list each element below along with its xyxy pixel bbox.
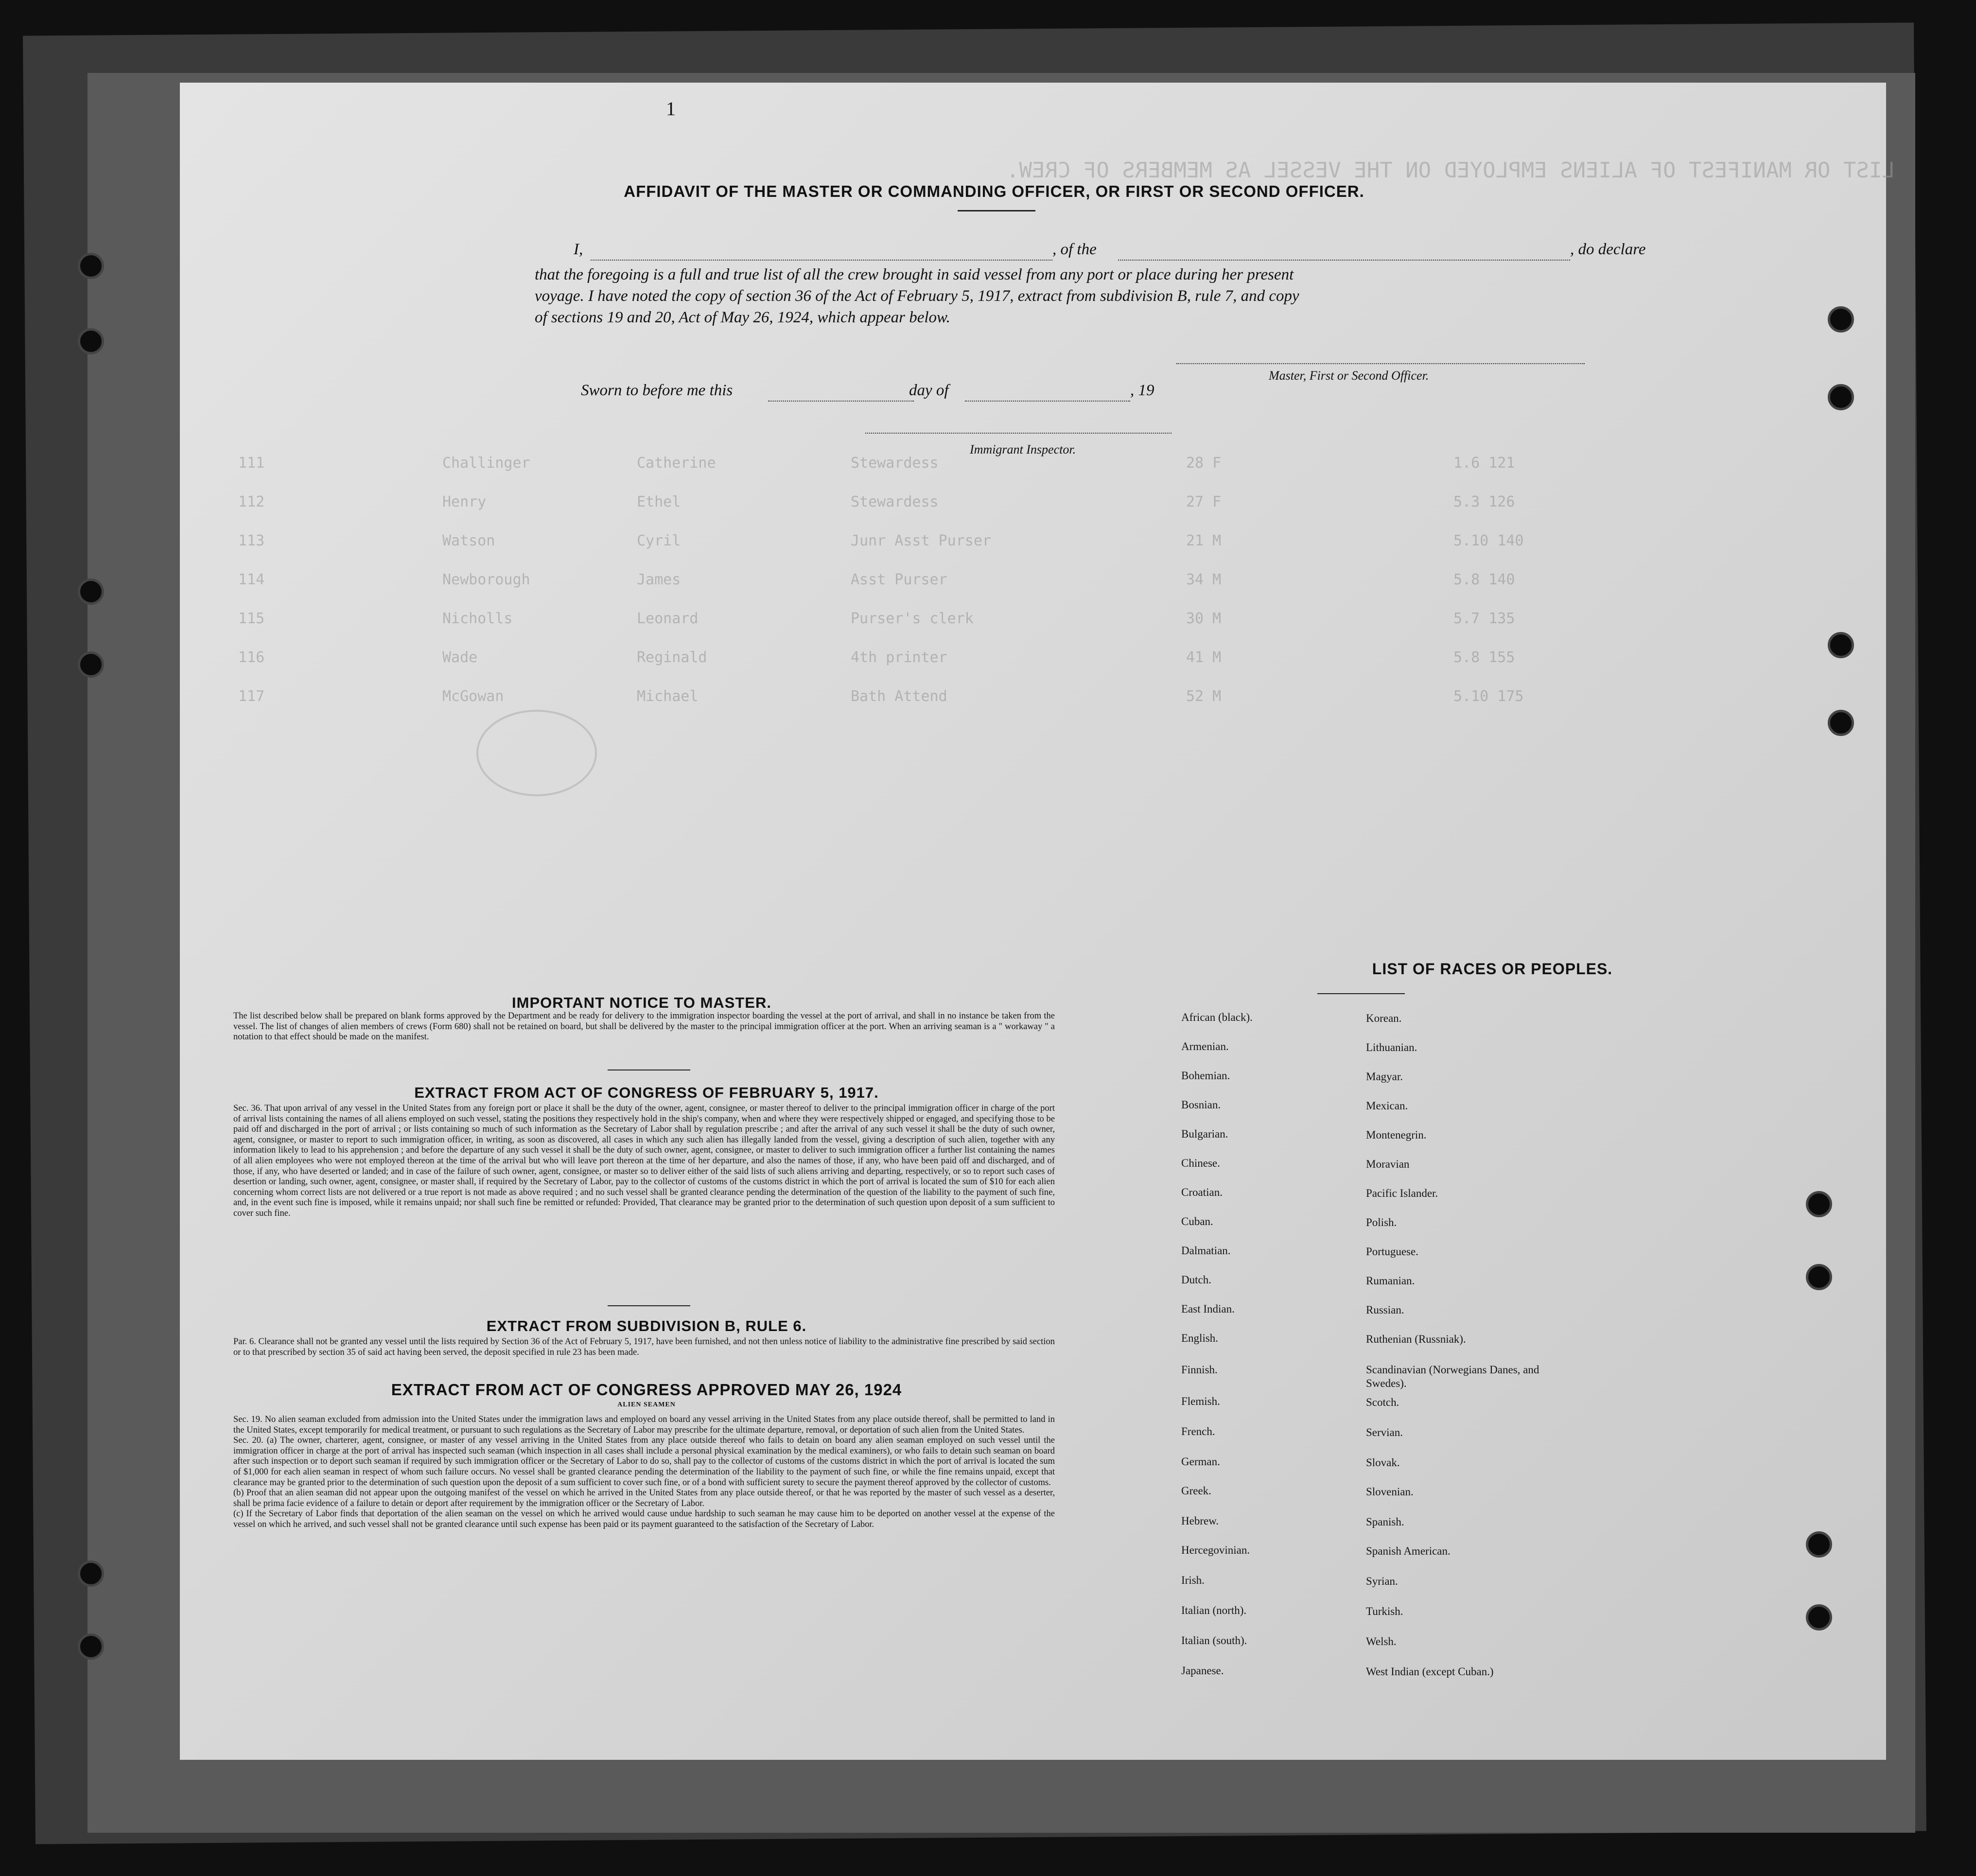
affidavit-line-3: voyage. I have noted the copy of section 36 of the Act of February 5, 1917, extract from subdivision B, rule 7, and copy	[535, 287, 1299, 305]
race-item: Mexican.	[1366, 1100, 1408, 1112]
binder-hole	[78, 1560, 104, 1587]
affidavit-title: AFFIDAVIT OF THE MASTER OR COMMANDING OFFICER, OR FIRST OR SECOND OFFICER.	[624, 182, 1364, 200]
race-item: Rumanian.	[1366, 1275, 1415, 1287]
divider	[958, 210, 1035, 211]
race-item: Irish.	[1181, 1574, 1205, 1586]
master-signature-label: Master, First or Second Officer.	[1269, 368, 1429, 383]
race-item: Scandinavian (Norwegians Danes, and Swedes).	[1366, 1364, 1539, 1389]
page-number: 1	[666, 98, 676, 120]
race-item: Cuban.	[1181, 1215, 1213, 1227]
race-item: Hercegovinian.	[1181, 1544, 1250, 1556]
race-item: Armenian.	[1181, 1040, 1229, 1052]
race-item: Magyar.	[1366, 1070, 1403, 1083]
race-item: Japanese.	[1181, 1665, 1224, 1677]
notice-text: The list described below shall be prepared on blank forms approved by the Department and be ready for delivery to the immigration inspector boarding the vessel at the port of arrival, and shall in no instance be taken from the vessel. The list of changes of alien members of crews (Form 680) shall not be retained on board, but shall be delivered by the master to the principal immigration officer at the port. When an arriving seaman is a " workaway " a notation to that effect should be made on the manifest.	[233, 1011, 1055, 1042]
binder-hole	[78, 1633, 104, 1660]
race-item: Ruthenian (Russniak).	[1366, 1333, 1466, 1345]
notice-title: IMPORTANT NOTICE TO MASTER.	[512, 994, 771, 1011]
affidavit-line-2: that the foregoing is a full and true list of all the crew brought in said vessel from any port or place during her present	[535, 266, 1294, 283]
extract-1924-title: EXTRACT FROM ACT OF CONGRESS APPROVED MAY 26, 1924	[391, 1381, 902, 1399]
affidavit-do-declare: , do declare	[1570, 241, 1646, 258]
race-item: Chinese.	[1181, 1157, 1220, 1169]
race-item: Greek.	[1181, 1485, 1211, 1497]
race-item: Russian.	[1366, 1304, 1404, 1316]
race-item: German.	[1181, 1455, 1220, 1468]
race-item: Spanish American.	[1366, 1545, 1451, 1557]
extract-1917-text: Sec. 36. That upon arrival of any vessel in the United States from any foreign port or place it shall be the duty of the owner, agent, consignee, or master thereof to deliver to the principal immigration officer in charge of the port of arrival lists containing the names of all aliens employed on such vessel, stating the positions they respectively hold in the ship's company, when and where they were respectively shipped or engaged, and specifying those to be paid off and discharged in the port of arrival ; or lists containing so much of such information as the Secretary of Labor shall by regulation prescribe ; and after the arrival of any such vessel it shall be the duty of such owner, agent, consignee, or master to report to such immigration officer, in writing, as soon as discovered, all cases in which any such alien has illegally landed from the vessel, giving a description of such alien, together with any information likely to lead to his apprehension ; and before the departure of any such vessel it shall be the duty of such owner, agent, consignee, or master to deliver to such immigration officer a further list containing the names of all alien employees who were not employed thereon at the time of the arrival but who will leave port thereon at the time of her departure, and also the names of those, if any, who have been paid off and discharged, and of those, if any, who have deserted or landed; and in case of the failure of such owner, agent, consignee, or master so to deliver either of the said lists of such aliens arriving and departing, respectively, or so to report such cases of desertion or landing, such owner, agent, consignee, or master shall, if required by the Secretary of Labor, pay to the collector of customs of the customs district in which the port of arrival is located the sum of $10 for each alien concerning whom correct lists are not delivered or a true report is not made as above required ; and no such vessel shall be granted clearance pending the determination of the question of the liability to the payment of such fine, and, in the event such fine is imposed, while it remains unpaid; nor shall such fine be remitted or refunded: Provided, That clearance may be granted prior to the determination of such question upon deposit of a sum sufficient to cover such fine.	[233, 1104, 1055, 1218]
race-item: Slovak.	[1366, 1456, 1400, 1469]
races-title: LIST OF RACES OR PEOPLES.	[1372, 960, 1613, 978]
binder-hole	[1806, 1604, 1832, 1631]
binder-hole	[1806, 1531, 1832, 1558]
race-item: Croatian.	[1181, 1186, 1223, 1198]
race-item: Scotch.	[1366, 1396, 1399, 1408]
race-item: Finnish.	[1181, 1364, 1218, 1376]
race-item: Hebrew.	[1181, 1515, 1219, 1527]
affidavit-of-the: , of the	[1052, 241, 1097, 258]
divider	[608, 1069, 690, 1070]
race-item: Portuguese.	[1366, 1245, 1418, 1258]
race-item: Slovenian.	[1366, 1486, 1414, 1498]
divider	[608, 1305, 690, 1306]
inspector-label: Immigrant Inspector.	[970, 442, 1076, 456]
race-item: English.	[1181, 1332, 1219, 1344]
race-item: Bohemian.	[1181, 1069, 1230, 1082]
extract-rule6-title: EXTRACT FROM SUBDIVISION B, RULE 6.	[486, 1317, 807, 1334]
sec-20b-text: (b) Proof that an alien seaman did not appear upon the outgoing manifest of the vessel on which he arrived in the United States from any place outside thereof, or that he was reported by the master of such vessel as a deserter, shall be prima facie evidence of a failure to detain or deport after requirement by the immigration officer or the Secretary of Labor.	[233, 1488, 1055, 1508]
race-item: Korean.	[1366, 1012, 1402, 1024]
binder-hole	[1828, 306, 1854, 333]
extract-1924-subtitle: ALIEN SEAMEN	[617, 1401, 676, 1408]
name-blank	[591, 259, 1052, 261]
binder-hole	[1806, 1191, 1832, 1217]
extract-1917-title: EXTRACT FROM ACT OF CONGRESS OF FEBRUARY 5, 1917.	[414, 1084, 879, 1101]
sec-19-text: Sec. 19. No alien seaman excluded from admission into the United States under the immigration laws and employed on board any vessel arriving in the United States from any place outside thereof, shall be permitted to land in the United States, except temporarily for medical treatment, or pursuant to such regulations as the Secretary of Labor may prescribe for the ultimate departure, removal, or deportation of such alien from the United States.	[233, 1415, 1055, 1435]
race-item: Servian.	[1366, 1426, 1403, 1438]
extract-rule6-text: Par. 6. Clearance shall not be granted any vessel until the lists required by Section 36 of the Act of February 5, 1917, have been furnished, and not then unless notice of liability to the administrative fine prescribed by said section or to that prescribed by section 35 of said act having been served, the deposit specified in rule 23 has been made.	[233, 1337, 1055, 1357]
race-item: Italian (north).	[1181, 1604, 1247, 1616]
race-item: Dalmatian.	[1181, 1245, 1231, 1257]
divider	[1317, 993, 1405, 994]
day-of-text: day of	[909, 382, 949, 399]
race-item: Bosnian.	[1181, 1099, 1221, 1111]
sec-20c-text: (c) If the Secretary of Labor finds that deportation of the alien seaman on the vessel on which he arrived would cause undue hardship to such seaman he may cause him to be deported on another vessel at the expense of the vessel on which he arrived, and such vessel shall not be granted clearance until such expense has been paid or its payment guaranteed to the satisfaction of the Secretary of Labor.	[233, 1509, 1055, 1529]
binder-hole	[1828, 710, 1854, 736]
race-item: African (black).	[1181, 1011, 1253, 1023]
inspector-signature-blank	[865, 432, 1172, 434]
extract-1924-body	[233, 1415, 1055, 1530]
binder-hole	[78, 328, 104, 354]
year-prefix: , 19	[1130, 382, 1154, 399]
race-item: Polish.	[1366, 1216, 1397, 1228]
faint-stamp	[476, 710, 597, 796]
race-item: Lithuanian.	[1366, 1041, 1417, 1053]
race-item: Welsh.	[1366, 1635, 1397, 1648]
binder-hole	[78, 579, 104, 605]
race-item: West Indian (except Cuban.)	[1366, 1666, 1494, 1678]
race-item: Turkish.	[1366, 1605, 1403, 1617]
binder-hole	[1806, 1264, 1832, 1290]
race-item: Flemish.	[1181, 1395, 1220, 1407]
race-item: Pacific Islander.	[1366, 1187, 1438, 1199]
race-item: Italian (south).	[1181, 1634, 1247, 1647]
binder-hole	[1828, 384, 1854, 410]
binder-hole	[78, 651, 104, 678]
race-item: Montenegrin.	[1366, 1129, 1427, 1141]
binder-hole	[78, 253, 104, 279]
race-item: Bulgarian.	[1181, 1128, 1228, 1140]
sworn-text: Sworn to before me this	[581, 382, 733, 399]
sworn-day-blank	[768, 400, 914, 402]
race-item: Syrian.	[1366, 1575, 1398, 1587]
race-item: Dutch.	[1181, 1274, 1211, 1286]
sworn-month-blank	[965, 400, 1130, 402]
race-item: Moravian	[1366, 1158, 1410, 1170]
race-item: East Indian.	[1181, 1303, 1235, 1315]
manifest-page: LIST OR MANIFEST OF ALIENS EMPLOYED ON THE VESSEL AS MEMBERS OF CREW. 111 Challinger Catherine Stewardess 28 F 1.6 121 112 Henry Ethel Stewardess 27 F 5.3 126 113 Watson Cyril Junr Asst Purser 21 M 5.10 140 114 Newborough James Asst Purser 34 M 5.8 140 115 Nicholls Leonard Purser's clerk 30 M 5.7 135 116 Wade Reginald 4th printer 41 M 5.8 155 117 McGowan Michael Bath Attend 52 M 5.10 175 1 AFFIDAVIT OF THE MASTER OR COMMANDING OFFICER, OR FIRST OR SECOND OFFICER. I, , of the , do declare that the foregoing is a full and true list of all the crew brought in said vessel from any port or place during her present voyage. I have noted the copy of section 36 of the Act of February 5, 1917, extract from subdivision B, rule 7, and copy of sections 19 and 20, Act of May 26, 1924, which appear below. Master, First or Second Officer. Sworn to before me this day of , 19 Immigrant Inspector. IMPORTANT NOTICE TO MASTER. The list described below shall be prepared on blank forms approved by the Department and be ready for delivery to the immigration inspector boarding the vessel at the port of arrival, and shall in no instance be taken from the vessel. The list of changes of alien members of crews (Form 680) shall not be retained on board, but shall be delivered by the master to the principal immigration officer at the port. When an arriving seaman is a " workaway " a notation to that effect should be made on the manifest. EXTRACT FROM ACT OF CONGRESS OF FEBRUARY 5, 1917. Sec. 36. That upon arrival of any vessel in the United States from any foreign port or place it shall be the duty of the owner, agent, consignee, or master thereof to deliver to the principal immigration officer in charge of the port of arrival lists containing the names of all aliens employed on such vessel, stating the positions they respectively hold in the ship's company, when and where they were respectively shipped or engaged, and specifying those to be paid off and discharged in the port of arrival ; or lists containing so much of such information as the Secretary of Labor shall by regulation prescribe ; and after the arrival of any such vessel it shall be the duty of such owner, agent, consignee, or master to report to such immigration officer, in writing, as soon as discovered, all cases in which any such alien has illegally landed from the vessel, giving a description of such alien, together with any information likely to lead to his apprehension ; and before the departure of any such vessel it shall be the duty of such owner, agent, consignee, or master to deliver to such immigration officer a further list containing the names of all alien employees who were not employed thereon at the time of the arrival but who will leave port thereon at the time of her departure, and also the names of those, if any, who have been paid off and discharged, and of those, if any, who have deserted or landed; and in case of the failure of such owner, agent, consignee, or master so to deliver either of the said lists of such aliens arriving and departing, respectively, or so to report such cases of desertion or landing, such owner, agent, consignee, or master shall, if required by the Secretary of Labor, pay to the collector of customs of the customs district in which the port of arrival is located the sum of $10 for each alien concerning whom correct lists are not delivered or a true report is not made as above required ; and no such vessel shall be granted clearance pending the determination of the question of the liability to the payment of such fine, and, in the event such fine is imposed, while it remains unpaid; nor shall such fine be remitted or refunded: Provided, That clearance may be granted prior to the determination of such question upon deposit of a sum sufficient to cover such fine. EXTRACT FROM SUBDIVISION B, RULE 6. Par. 6. Clearance shall not be granted any vessel until the lists required by Section 36 of the Act of February 5, 1917, have been furnished, and not then unless notice of liability to the administrative fine prescribed by said section or to that prescribed by section 35 of said act having been served, the deposit specified in rule 23 has been made. EXTRACT FROM ACT OF CONGRESS APPROVED MAY 26, 1924 ALIEN SEAMEN Sec. 19. No alien seaman excluded from admission into the United States under the immigration laws and employed on board any vessel arriving in the United States from any place outside thereof, shall be permitted to land in the United States, except temporarily for medical treatment, or pursuant to such regulations as the Secretary of Labor may prescribe for the ultimate departure, removal, or deportation of such alien from the United States. Sec. 20. (a) The owner, charterer, agent, consignee, or master of any vessel arriving in the United States from any place outside thereof who fails to detain on board any alien seaman employed on such vessel until the immigration officer in charge at the port of arrival has inspected such seaman (which inspection in all cases shall include a personal physical examination by the medical examiners), or who fails to detain such seaman on board after such inspection or to deport such seaman if required by such immigration officer or the Secretary of Labor to do so, shall pay to the collector of customs of the customs district in which the port of arrival is located the sum of $1,000 for each alien seaman in respect of whom such failure occurs. No vessel shall be granted clearance pending the determination of the liability to the payment of such fine, or while the fine remains unpaid, except that clearance may be granted prior to the determination of such question upon the deposit of a sum sufficient to cover such fine, or of a bond with sufficient surety to secure the payment thereof approved by the collector of customs. (b) Proof that an alien seaman did not appear upon the outgoing manifest of the vessel on which he arrived in the United States from any place outside thereof, or that he was reported by the master of such vessel as a deserter, shall be prima facie evidence of a failure to detain or deport after requirement by the immigration officer or the Secretary of Labor. (c) If the Secretary of Labor finds that deportation of the alien seaman on the vessel on which he arrived would cause undue hardship to such seaman he may cause him to be deported on another vessel at the expense of the vessel on which he arrived, and such vessel shall not be granted clearance until such expense has been paid or its payment guaranteed to the satisfaction of the Secretary of Labor. LIST OF RACES OR PEOPLES. African (black). Armenian. Bohemian. Bosnian. Bulgarian. Chinese. Croatian. Cuban. Dalmatian. Dutch. East Indian. English. Finnish. Flemish. French. German. Greek. Hebrew. Hercegovinian. Irish. Italian (north). Italian (south). Japanese. Korean. Lithuanian. Magyar. Mexican. Montenegrin. Moravian Pacific Islander. Polish. Portuguese. Rumanian. Russian. Ruthenian (Russniak). Scandinavian (Norwegians Danes, and Swedes). Scotch. Servian. Slovak. Slovenian. Spanish. Spanish American. Syrian. Turkish. Welsh. West Indian (except Cuban.)	[180, 83, 1886, 1760]
affidavit-line-4: of sections 19 and 20, Act of May 26, 1924, which appear below.	[535, 309, 950, 326]
affidavit-i: I,	[574, 241, 583, 258]
sec-20a-text: Sec. 20. (a) The owner, charterer, agent, consignee, or master of any vessel arriving in the United States from any place outside thereof who fails to detain on board any alien seaman employed on such vessel until the immigration officer in charge at the port of arrival has inspected such seaman (which inspection in all cases shall include a personal physical examination by the medical examiners), or who fails to detain such seaman on board after such inspection or to deport such seaman if required by such immigration officer or the Secretary of Labor to do so, shall pay to the collector of customs of the customs district in which the port of arrival is located the sum of $1,000 for each alien seaman in respect of whom such failure occurs. No vessel shall be granted clearance pending the determination of the liability to the payment of such fine, or while the fine remains unpaid, except that clearance may be granted prior to the determination of such question upon the deposit of a sum sufficient to cover such fine, or of a bond with sufficient surety to secure the payment thereof approved by the collector of customs.	[233, 1436, 1055, 1488]
signature-blank	[1176, 362, 1585, 364]
race-item: Spanish.	[1366, 1516, 1404, 1528]
race-item: French.	[1181, 1425, 1215, 1438]
vessel-blank	[1118, 259, 1570, 261]
